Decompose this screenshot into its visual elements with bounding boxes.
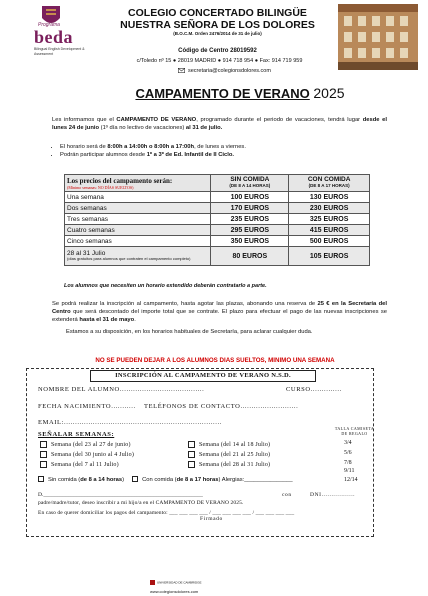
extended-hours-note: Los alumnos que necesiten un horario extendido deberán contratarlo a parte. <box>64 283 267 289</box>
form-title: INSCRIPCIÓN AL CAMPAMENTO DE VERANO N.S.D. <box>90 370 316 382</box>
week-checkbox-2[interactable]: Semana (del 30 junio al 4 Julio) <box>40 451 134 458</box>
page-title-text: CAMPAMENTO DE VERANO <box>135 86 310 101</box>
size-option[interactable]: 7/8 <box>344 460 352 466</box>
footer-website-link[interactable]: www.colegionsdolores.com <box>150 589 199 594</box>
week-checkbox-4[interactable]: Semana (del 14 al 18 Julio) <box>188 441 270 448</box>
table-row: Dos semanas 170 EUROS 230 EUROS <box>65 203 370 214</box>
column-header-without-lunch: SIN COMIDA (DE 8 A 14 HORAS) <box>211 175 289 192</box>
checkbox-icon[interactable] <box>40 451 47 458</box>
school-building-image <box>338 4 418 70</box>
tshirt-size-heading: TALLA CAMISETA DE REGALO <box>334 426 375 436</box>
no-single-days-warning: NO SE PUEDEN DEJAR A LOS ALUMNOS DIAS SUELTOS, MINIMO UNA SEMANA <box>95 357 335 364</box>
envelope-icon <box>178 68 185 73</box>
email-field[interactable]: EMAIL:....................................................................... <box>38 419 222 426</box>
checkbox-icon[interactable] <box>188 451 195 458</box>
parent-name-field[interactable]: D.__________________________________________________________ <box>38 492 203 498</box>
beda-logo-subtitle: Bilingual English Development & Assessment <box>34 47 85 56</box>
week-checkbox-5[interactable]: Semana (del 21 al 25 Julio) <box>188 451 270 458</box>
checkbox-icon[interactable] <box>40 441 47 448</box>
table-row: Tres semanas 235 EUROS 325 EUROS <box>65 214 370 225</box>
meal-without-option[interactable]: Sin comida (de 8 a 14 horas) <box>38 477 124 483</box>
availability-paragraph: Estamos a su disposición, en los horarios habituales de Secretaría, para aclarar cualquier duda. <box>66 329 313 335</box>
school-subtitle: NUESTRA SEÑORA DE LOS DOLORES <box>120 19 315 31</box>
student-name-field[interactable]: NOMBRE DEL ALUMNO...................................... <box>38 386 205 393</box>
course-field[interactable]: CURSO.............. <box>286 386 342 393</box>
school-email[interactable]: secretaria@colegionsdolores.com <box>188 68 271 74</box>
size-option[interactable]: 5/6 <box>344 450 352 456</box>
price-table-heading: Los precios del campamento serán: (Mínimo semanas: NO DÍAS SUELTOS) <box>65 175 211 192</box>
table-row: Cinco semanas 350 EUROS 500 EUROS <box>65 236 370 247</box>
school-title: COLEGIO CONCERTADO BILINGÜE <box>128 7 307 19</box>
parent-consent-text: padre/madre/tutor, deseo inscribir a mi hijo/a en el CAMPAMENTO DE VERANO 2025. <box>38 500 244 506</box>
page-title-year: 2025 <box>313 85 345 101</box>
school-address: c/Toledo nº 15 ● 28019 MADRID ● 914 718 954 ● Fax: 914 719 959 <box>136 58 303 64</box>
week-checkbox-3[interactable]: Semana (del 7 al 11 Julio) <box>40 461 119 468</box>
size-option[interactable]: 9/11 <box>344 468 355 474</box>
dni-field[interactable]: DNI................. <box>310 492 356 498</box>
table-row: 28 al 31 Julio (días gratuitos para alumnos que contraten el campamento completo) 80 EUROS 105 EUROS <box>65 247 370 266</box>
checkbox-icon[interactable] <box>188 461 195 468</box>
price-table <box>64 174 370 266</box>
bocm-reference: (B.O.C.M. Orden 2476/2014 de 31 de julio) <box>173 31 262 36</box>
intro-paragraph: Les informamos que el CAMPAMENTO DE VERANO, programado durante el periodo de vacaciones, tendrá lugar desde el lunes 24 de junio (1º día no lectivo de vacaciones) al 31 de julio. <box>52 117 387 131</box>
cambridge-shield-icon <box>150 580 155 585</box>
column-header-with-lunch: CON COMIDA (DE 8 A 17 HORAS) <box>289 175 370 192</box>
checkbox-icon[interactable] <box>40 461 47 468</box>
signature-label: Firmado <box>200 516 223 522</box>
meal-option-row <box>38 476 368 483</box>
week-checkbox-6[interactable]: Semana (del 28 al 31 Julio) <box>188 461 270 468</box>
logo-prefix: Programa <box>38 22 60 28</box>
page-title <box>130 85 350 101</box>
week-checkbox-1[interactable]: Semana (del 23 al 27 de junio) <box>40 441 131 448</box>
size-option[interactable]: 3/4 <box>344 440 352 446</box>
birth-date-field[interactable]: FECHA NACIMIENTO........... <box>38 403 136 410</box>
beda-logo: beda <box>34 27 74 47</box>
schedule-bullets <box>48 143 400 159</box>
center-code: Código de Centro 28019592 <box>178 48 257 54</box>
checkbox-icon[interactable] <box>38 476 44 482</box>
size-option[interactable]: 12/14 <box>344 477 358 483</box>
con-label: con <box>282 492 292 498</box>
meal-with-option[interactable]: Con comida (de 8 a 17 horas) Alergias:_______________ <box>132 477 293 483</box>
checkbox-icon[interactable] <box>132 476 138 482</box>
cambridge-logo: UNIVERSIDAD DE CAMBRIDGE <box>150 580 220 585</box>
reservation-paragraph: Se podrá realizar la inscripción al campamento, hasta agotar las plazas, abonando una reserva de 25 € en la Secretaría del Centro que será descontado del importe total que se contrate. El plazo para efectuar el pago de las nuevas inscripciones se extenderá hasta el 31 de mayo. <box>52 301 387 323</box>
bank-account-field[interactable]: En caso de querer domiciliar los pagos del campamento: ___ ___ ___ ___ / ___ ___ ___ ___ / ___ ___ ___ ___ <box>38 510 295 516</box>
table-row: Una semana 100 EUROS 130 EUROS <box>65 192 370 203</box>
list-item: • Podrán participar alumnos desde 1º a 3º de Ed. Infantil de II Ciclo. <box>60 151 400 159</box>
weeks-label: SEÑALAR SEMANAS: <box>38 431 115 438</box>
table-row: Cuatro semanas 295 EUROS 415 EUROS <box>65 225 370 236</box>
list-item: • El horario será de 8:00h a 14:00h o 8:00h a 17:00h, de lunes a viernes. <box>60 143 400 151</box>
checkbox-icon[interactable] <box>188 441 195 448</box>
contact-phones-field[interactable]: TELÉFONOS DE CONTACTO.......................... <box>144 403 299 410</box>
